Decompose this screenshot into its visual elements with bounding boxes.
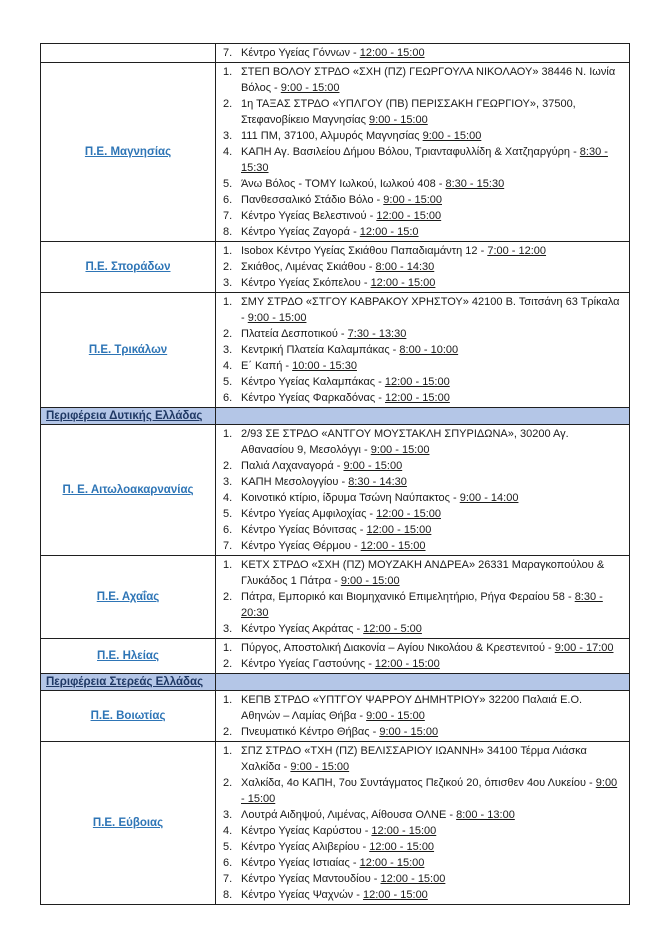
hours-range: 12:00 - 15:00 [376, 210, 442, 222]
hours-range: 10:00 - 15:30 [292, 360, 357, 372]
region-cell [41, 425, 216, 555]
location-item [216, 224, 625, 240]
location-item [216, 557, 625, 589]
table-row [41, 691, 629, 742]
location-item [216, 724, 625, 740]
location-item [216, 259, 625, 275]
location-item [216, 775, 625, 807]
hours-range: 8:00 - 13:00 [456, 809, 515, 821]
hours-range: 9:00 - 15:00 [422, 130, 482, 142]
location-name: ΚΕΤΧ ΣΤΡΔΟ «ΣΧΗ (ΠΖ) ΜΟΥΖΑΚΗ ΑΝΔΡΕΑ» 26331 Μαραγκοπούλου & Γλυκάδος 1 Πάτρα - [241, 559, 605, 587]
location-name: 1η ΤΑΞΑΣ ΣΤΡΔΟ «ΥΠΛΓΟΥ (ΠΒ) ΠΕΡΙΣΣΑΚΗ ΓΕΩΡΓΙΟΥ», 37500, Στεφανοβίκειο Μαγνησίας [241, 98, 576, 126]
hours-range: 12:00 - 15:00 [384, 376, 450, 388]
location-entry [241, 259, 625, 275]
hours-range: 12:00 - 15:00 [360, 540, 426, 552]
location-item [216, 390, 625, 406]
location-entry [241, 474, 625, 490]
hours-range: 12:00 - 15:00 [385, 392, 450, 404]
location-item [216, 807, 625, 823]
location-item [216, 692, 625, 724]
hours-range: 7:00 - 12:00 [487, 245, 547, 257]
region-cell [41, 293, 216, 407]
region-cell [41, 556, 216, 638]
location-name: Κέντρο Υγείας Καλαμπάκας - [241, 376, 385, 388]
location-item [216, 839, 625, 855]
locations-list [216, 691, 629, 741]
table-row [41, 639, 629, 674]
location-entry [241, 692, 625, 724]
location-name: Σκιάθος, Λιμένας Σκιάθου - [241, 261, 376, 273]
hours-range: 12:00 - 15:00 [374, 658, 440, 670]
item-number: 8. [223, 889, 233, 901]
location-entry [241, 855, 625, 871]
location-name: Πανθεσσαλικό Στάδιο Βόλο - [241, 194, 384, 206]
region-link[interactable]: Π.Ε. Αχαΐας [96, 590, 160, 603]
location-item [216, 326, 625, 342]
hours-range: 9:00 - 15:00 [343, 460, 403, 472]
hours-range: 9:00 - 15:00 [369, 114, 428, 126]
location-name: Πάτρα, Εμπορικό και Βιομηχανικό Επιμελητήριο, Ρήγα Φεραίου 58 - [241, 591, 575, 603]
location-entry [241, 96, 625, 128]
location-entry [241, 522, 625, 538]
location-entry [241, 490, 625, 506]
item-number: 3. [223, 623, 233, 635]
location-item [216, 45, 625, 61]
location-entry [241, 342, 625, 358]
hours-range: 9:00 - 15:00 [290, 761, 350, 773]
location-item [216, 506, 625, 522]
location-entry [241, 871, 625, 887]
location-entry [241, 128, 625, 144]
hours-range: 8:30 - 15:30 [241, 146, 608, 174]
hours-range: 12:00 - 15:00 [370, 277, 436, 289]
location-entry [241, 45, 625, 61]
location-name: Κέντρο Υγείας Βόνιτσας - [241, 524, 367, 536]
item-number: 5. [223, 841, 233, 853]
hours-range: 9:00 - 15:00 [379, 726, 439, 738]
location-name: Ε΄ Καπή - [241, 360, 293, 372]
location-entry [241, 557, 625, 589]
hours-range: 12:00 - 15:0 [359, 226, 419, 238]
item-number: 4. [223, 146, 233, 158]
location-entry [241, 224, 625, 240]
item-number: 2. [223, 460, 233, 472]
item-number: 6. [223, 392, 233, 404]
location-item [216, 176, 625, 192]
item-number: 4. [223, 825, 233, 837]
item-number: 5. [223, 508, 233, 520]
table-row [41, 293, 629, 408]
location-item [216, 871, 625, 887]
location-item [216, 64, 625, 96]
location-entry [241, 358, 625, 374]
hours-range: 12:00 - 15:00 [366, 524, 432, 536]
location-entry [241, 506, 625, 522]
location-name: Κοινοτικό κτίριο, ίδρυμα Τσώνη Ναύπακτος - [241, 492, 460, 504]
region-header-row [41, 408, 629, 425]
item-number: 8. [223, 226, 233, 238]
location-name: ΚΕΠΒ ΣΤΡΔΟ «ΥΠΤΓΟΥ ΨΑΡΡΟΥ ΔΗΜΗΤΡΙΟΥ» 32200 Παλαιά Ε.Ο. Αθηνών – Λαμίας Θήβα - [241, 694, 583, 722]
location-entry [241, 775, 625, 807]
location-entry [241, 807, 625, 823]
item-number: 3. [223, 277, 233, 289]
hours-range: 7:30 - 13:30 [347, 328, 407, 340]
item-number: 3. [223, 809, 233, 821]
hours-range: 12:00 - 15:00 [369, 841, 435, 853]
location-entry [241, 724, 625, 740]
hours-range: 12:00 - 15:00 [371, 825, 437, 837]
location-entry [241, 839, 625, 855]
location-item [216, 192, 625, 208]
region-cell [41, 44, 216, 62]
location-entry [241, 192, 625, 208]
item-number: 7. [223, 873, 233, 885]
item-number: 1. [223, 428, 233, 440]
location-item [216, 243, 625, 259]
header-empty-cell [216, 408, 629, 424]
location-item [216, 823, 625, 839]
item-number: 1. [223, 559, 233, 571]
item-number: 5. [223, 178, 233, 190]
location-name: Κέντρο Υγείας Ακράτας - [241, 623, 364, 635]
item-number: 6. [223, 857, 233, 869]
item-number: 2. [223, 726, 233, 738]
location-item [216, 294, 625, 326]
location-name: Κέντρο Υγείας Βελεστινού - [241, 210, 377, 222]
location-name: Κέντρο Υγείας Φαρκαδόνας - [241, 392, 385, 404]
location-item [216, 275, 625, 291]
hours-range: 12:00 - 5:00 [363, 623, 422, 635]
hours-range: 12:00 - 15:00 [380, 873, 446, 885]
hours-range: 12:00 - 15:00 [359, 857, 425, 869]
location-name: Isobox Κέντρο Υγείας Σκιάθου Παπαδιαμάντη 12 - [241, 245, 488, 257]
locations-list [216, 44, 629, 62]
location-entry [241, 243, 625, 259]
schedule-table [40, 43, 630, 905]
location-entry [241, 426, 625, 458]
locations-list [216, 425, 629, 555]
item-number: 2. [223, 591, 233, 603]
region-header-label: Περιφέρεια Στερεάς Ελλάδας [46, 676, 204, 688]
item-number: 2. [223, 777, 233, 789]
region-cell [41, 691, 216, 741]
locations-list [216, 293, 629, 407]
region-link[interactable]: Π.Ε. Σποράδων [85, 260, 171, 273]
locations-list [216, 556, 629, 638]
hours-range: 8:00 - 14:30 [375, 261, 435, 273]
item-number: 2. [223, 98, 233, 110]
location-entry [241, 294, 625, 326]
location-item [216, 490, 625, 506]
table-row [41, 44, 629, 63]
location-name: 111 ΠΜ, 37100, Αλμυρός Μαγνησίας [241, 130, 423, 142]
region-link[interactable]: Π. Ε. Αιτωλοακαρνανίας [62, 483, 194, 496]
location-entry [241, 64, 625, 96]
region-header-label: Περιφέρεια Δυτικής Ελλάδας [46, 410, 203, 422]
location-name: Κέντρο Υγείας Μαντουδίου - [241, 873, 381, 885]
location-entry [241, 176, 625, 192]
location-name: Κέντρο Υγείας Καρύστου - [241, 825, 372, 837]
location-name: Κέντρο Υγείας Θέρμου - [241, 540, 361, 552]
item-number: 4. [223, 492, 233, 504]
location-item [216, 887, 625, 903]
hours-range: 9:00 - 15:00 [280, 82, 340, 94]
location-name: Πύργος, Αποστολική Διακονία – Αγίου Νικολάου & Κρεστενιτού - [241, 642, 555, 654]
location-item [216, 640, 625, 656]
location-item [216, 522, 625, 538]
region-link[interactable]: Π.Ε. Μαγνησίας [84, 145, 172, 158]
item-number: 3. [223, 130, 233, 142]
location-item [216, 144, 625, 176]
location-entry [241, 589, 625, 621]
hours-range: 9:00 - 17:00 [554, 642, 614, 654]
item-number: 2. [223, 328, 233, 340]
locations-list [216, 639, 629, 673]
location-name: ΚΑΠΗ Μεσολογγίου - [241, 476, 349, 488]
region-cell [41, 63, 216, 241]
location-name: Παλιά Λαχαναγορά - [241, 460, 344, 472]
location-name: ΣΜΥ ΣΤΡΔΟ «ΣΤΓΟΥ ΚΑΒΡΑΚΟΥ ΧΡΗΣΤΟΥ» 42100 Β. Τσιτσάνη 63 Τρίκαλα - [241, 296, 620, 324]
header-empty-cell [216, 674, 629, 690]
item-number: 1. [223, 245, 233, 257]
location-entry [241, 326, 625, 342]
locations-list [216, 742, 629, 904]
region-cell [41, 639, 216, 673]
hours-range: 8:30 - 14:30 [348, 476, 407, 488]
table-row [41, 556, 629, 639]
location-item [216, 656, 625, 672]
locations-list [216, 63, 629, 241]
location-item [216, 621, 625, 637]
location-name: ΣΤΕΠ ΒΟΛΟΥ ΣΤΡΔΟ «ΣΧΗ (ΠΖ) ΓΕΩΡΓΟΥΛΑ ΝΙΚΟΛΑΟΥ» 38446 Ν. Ιωνία Βόλος - [241, 66, 616, 94]
hours-range: 9:00 - 15:00 [383, 194, 442, 206]
item-number: 1. [223, 296, 233, 308]
location-item [216, 458, 625, 474]
location-item [216, 208, 625, 224]
location-entry [241, 538, 625, 554]
item-number: 2. [223, 261, 233, 273]
location-name: Πλατεία Δεσποτικού - [241, 328, 348, 340]
location-item [216, 538, 625, 554]
item-number: 7. [223, 540, 233, 552]
item-number: 1. [223, 642, 233, 654]
hours-range: 9:00 - 15:00 [340, 575, 400, 587]
hours-range: 9:00 - 15:00 [241, 777, 618, 805]
location-name: Κέντρο Υγείας Αλιβερίου - [241, 841, 370, 853]
location-name: Άνω Βόλος - ΤΟΜΥ Ιωλκού, Ιωλκού 408 - [241, 178, 446, 190]
location-name: Κέντρο Υγείας Σκόπελου - [241, 277, 371, 289]
item-number: 7. [223, 47, 233, 59]
location-name: Πνευματικό Κέντρο Θήβας - [241, 726, 380, 738]
location-item [216, 426, 625, 458]
hours-range: 12:00 - 15:00 [362, 889, 428, 901]
item-number: 1. [223, 694, 233, 706]
item-number: 3. [223, 476, 233, 488]
location-name: ΚΑΠΗ Αγ. Βασιλείου Δήμου Βόλου, Τριανταφυλλίδη & Χατζηαργύρη - [241, 146, 580, 158]
hours-range: 8:00 - 10:00 [399, 344, 459, 356]
table-row [41, 242, 629, 293]
hours-range: 8:30 - 20:30 [241, 591, 603, 619]
locations-list [216, 242, 629, 292]
location-item [216, 128, 625, 144]
location-entry [241, 743, 625, 775]
location-name: Κέντρο Υγείας Γαστούνης - [241, 658, 375, 670]
item-number: 6. [223, 194, 233, 206]
location-name: 2/93 ΣΕ ΣΤΡΔΟ «ΑΝΤΓΟΥ ΜΟΥΣΤΑΚΛΗ ΣΠΥΡΙΔΩΝΑ», 30200 Αγ. Αθανασίου 9, Μεσολόγγι - [241, 428, 569, 456]
location-entry [241, 656, 625, 672]
location-name: Λουτρά Αιδηψού, Λιμένας, Αίθουσα ΟΛΝΕ - [241, 809, 457, 821]
location-entry [241, 823, 625, 839]
item-number: 5. [223, 376, 233, 388]
hours-range: 12:00 - 15:00 [376, 508, 441, 520]
location-item [216, 589, 625, 621]
location-item [216, 474, 625, 490]
location-entry [241, 275, 625, 291]
location-item [216, 855, 625, 871]
region-link[interactable]: Π.Ε. Ηλείας [97, 649, 159, 662]
item-number: 7. [223, 210, 233, 222]
location-entry [241, 144, 625, 176]
item-number: 3. [223, 344, 233, 356]
header-label-cell [41, 674, 216, 690]
region-link[interactable]: Π.Ε. Βοιωτίας [90, 709, 166, 722]
location-name: Κέντρο Υγείας Ψαχνών - [241, 889, 363, 901]
location-entry [241, 640, 625, 656]
location-name: Κέντρο Υγείας Αμφιλοχίας - [241, 508, 377, 520]
location-item [216, 96, 625, 128]
item-number: 4. [223, 360, 233, 372]
item-number: 6. [223, 524, 233, 536]
location-entry [241, 208, 625, 224]
location-name: ΣΠΖ ΣΤΡΔΟ «ΤΧΗ (ΠΖ) ΒΕΛΙΣΣΑΡΙΟΥ ΙΩΑΝΝΗ» 34100 Τέρμα Λιάσκα Χαλκίδα - [241, 745, 587, 773]
hours-range: 9:00 - 15:00 [366, 710, 425, 722]
location-entry [241, 458, 625, 474]
location-name: Κέντρο Υγείας Γόννων - [241, 47, 360, 59]
table-row [41, 425, 629, 556]
item-number: 2. [223, 658, 233, 670]
location-entry [241, 887, 625, 903]
table-row [41, 63, 629, 242]
region-cell [41, 742, 216, 904]
region-link[interactable]: Π.Ε. Εύβοιας [92, 816, 164, 829]
location-entry [241, 390, 625, 406]
location-name: Χαλκίδα, 4ο ΚΑΠΗ, 7ου Συντάγματος Πεζικού 20, όπισθεν 4ου Λυκείου - [241, 777, 596, 789]
location-item [216, 342, 625, 358]
location-item [216, 358, 625, 374]
location-name: Κεντρική Πλατεία Καλαμπάκας - [241, 344, 400, 356]
hours-range: 9:00 - 15:00 [247, 312, 307, 324]
table-row [41, 742, 629, 904]
region-cell [41, 242, 216, 292]
location-name: Κέντρο Υγείας Ζαγορά - [241, 226, 360, 238]
location-name: Κέντρο Υγείας Ιστιαίας - [241, 857, 360, 869]
hours-range: 9:00 - 14:00 [459, 492, 519, 504]
item-number: 1. [223, 745, 233, 757]
hours-range: 12:00 - 15:00 [359, 47, 425, 59]
location-item [216, 374, 625, 390]
region-header-row [41, 674, 629, 691]
hours-range: 9:00 - 15:00 [370, 444, 430, 456]
location-entry [241, 621, 625, 637]
hours-range: 8:30 - 15:30 [445, 178, 505, 190]
location-item [216, 743, 625, 775]
region-link[interactable]: Π.Ε. Τρικάλων [88, 343, 168, 356]
header-label-cell [41, 408, 216, 424]
location-entry [241, 374, 625, 390]
item-number: 1. [223, 66, 233, 78]
